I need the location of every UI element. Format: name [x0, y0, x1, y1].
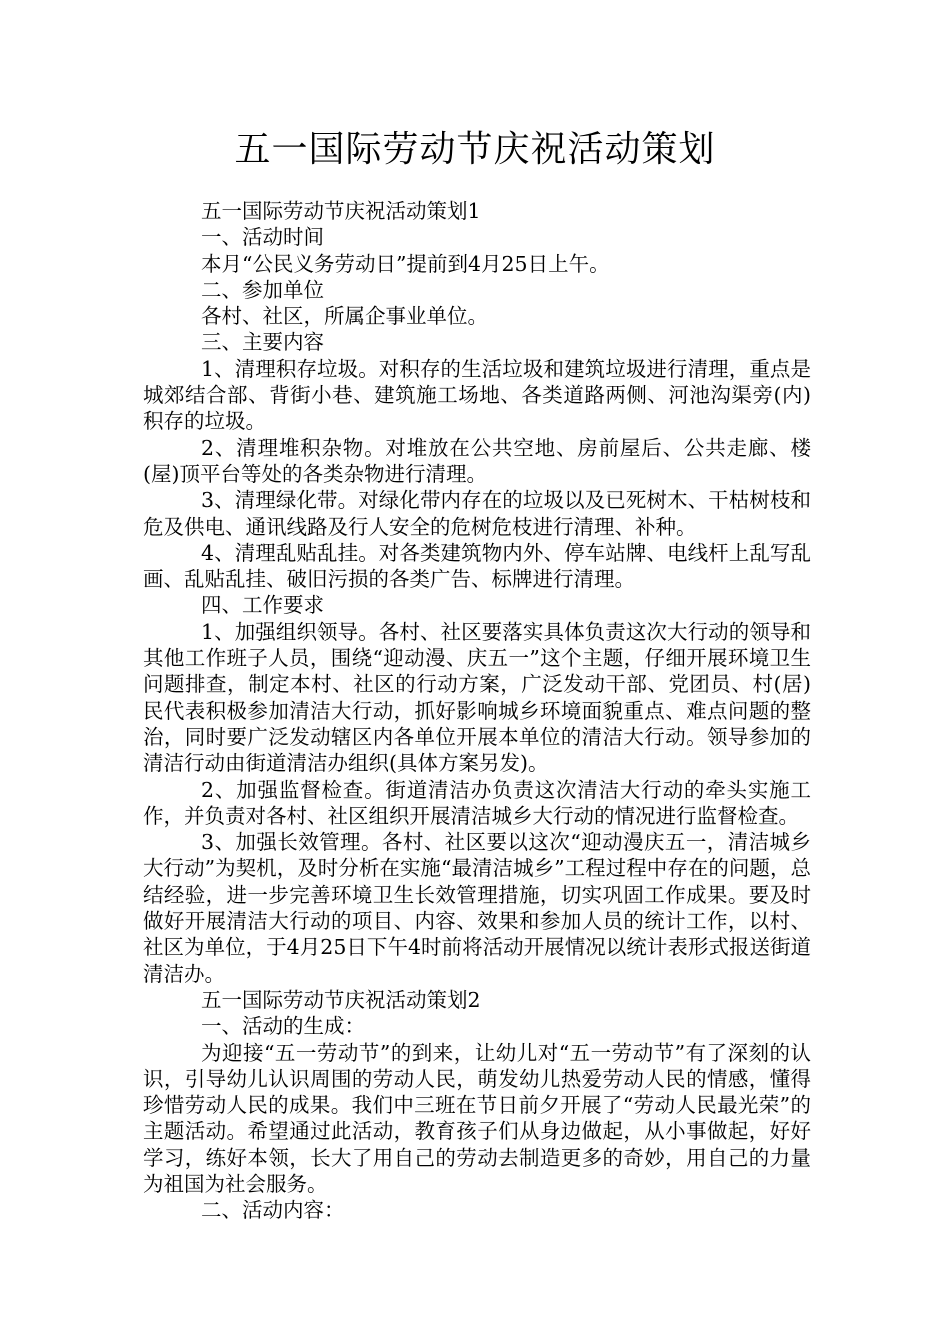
- section-heading-plan-1: 五一国际劳动节庆祝活动策划1: [201, 199, 481, 223]
- paragraph-activity-time: 本月“公民义务劳动日”提前到4月25日上午。: [201, 251, 610, 276]
- heading-activity-time: 一、活动时间: [201, 225, 324, 250]
- heading-activity-origin: 一、活动的生成：: [201, 1014, 365, 1039]
- paragraph-clean-postings: 4、清理乱贴乱挂。对各类建筑物内外、停车站牌、电线杆上乱写乱画、乱贴乱挂、破旧污损的各类广告、标牌进行清理。: [143, 540, 811, 592]
- paragraph-long-term: 3、加强长效管理。各村、社区要以这次“迎动漫庆五一，清洁城乡大行动”为契机，及时分析在实施“最清洁城乡”工程过程中存在的问题，总结经验，进一步完善环境卫生长效管理措施，切实巩固工作成果。要及时做好开展清洁大行动的项目、内容、效果和参加人员的统计工作，以村、社区为单位，于4月25日下午4时前将活动开展情况以统计表形式报送街道清洁办。: [143, 830, 811, 986]
- paragraph-clean-garbage: 1、清理积存垃圾。对积存的生活垃圾和建筑垃圾进行清理，重点是城郊结合部、背街小巷、建筑施工场地、各类道路两侧、河池沟渠旁(内)积存的垃圾。: [143, 356, 811, 434]
- document-body: [143, 198, 811, 1224]
- heading-participants: 二、参加单位: [201, 277, 324, 302]
- paragraph-supervision: 2、加强监督检查。街道清洁办负责这次清洁大行动的牵头实施工作，并负责对各村、社区组织开展清洁城乡大行动的情况进行监督检查。: [143, 777, 811, 828]
- section-heading-plan-2: 五一国际劳动节庆祝活动策划2: [201, 987, 481, 1012]
- heading-main-content: 三、主要内容: [201, 330, 324, 355]
- heading-work-requirements: 四、工作要求: [201, 593, 324, 618]
- paragraph-organization: 1、加强组织领导。各村、社区要落实具体负责这次大行动的领导和其他工作班子人员，围绕“迎动漫、庆五一”这个主题，仔细开展环境卫生问题排查，制定本村、社区的行动方案，广泛发动干部、党团员、村(居)民代表积极参加清洁大行动，抓好影响城乡环境面貌重点、难点问题的整治，同时要广泛发动辖区内各单位开展本单位的清洁大行动。领导参加的清洁行动由街道清洁办组织(具体方案另发)。: [143, 619, 811, 776]
- paragraph-clean-greenbelt: 3、清理绿化带。对绿化带内存在的垃圾以及已死树木、干枯树枝和危及供电、通讯线路及行人安全的危树危枝进行清理、补种。: [143, 488, 811, 539]
- heading-activity-content: 二、活动内容：: [201, 1198, 345, 1223]
- paragraph-clean-debris: 2、清理堆积杂物。对堆放在公共空地、房前屋后、公共走廊、楼(屋)顶平台等处的各类杂物进行清理。: [143, 435, 811, 486]
- document-title: 五一国际劳动节庆祝活动策划: [234, 129, 716, 170]
- paragraph-participants: 各村、社区，所属企事业单位。: [201, 304, 488, 329]
- paragraph-activity-origin: 为迎接“五一劳动节”的到来，让幼儿对“五一劳动节”有了深刻的认识，引导幼儿认识周围的劳动人民，萌发幼儿热爱劳动人民的情感，懂得珍惜劳动人民的成果。我们中三班在节日前夕开展了“劳动人民最光荣”的主题活动。希望通过此活动，教育孩子们从身边做起，从小事做起，好好学习，练好本领，长大了用自己的劳动去制造更多的奇妙，用自己的力量为祖国为社会服务。: [143, 1040, 811, 1196]
